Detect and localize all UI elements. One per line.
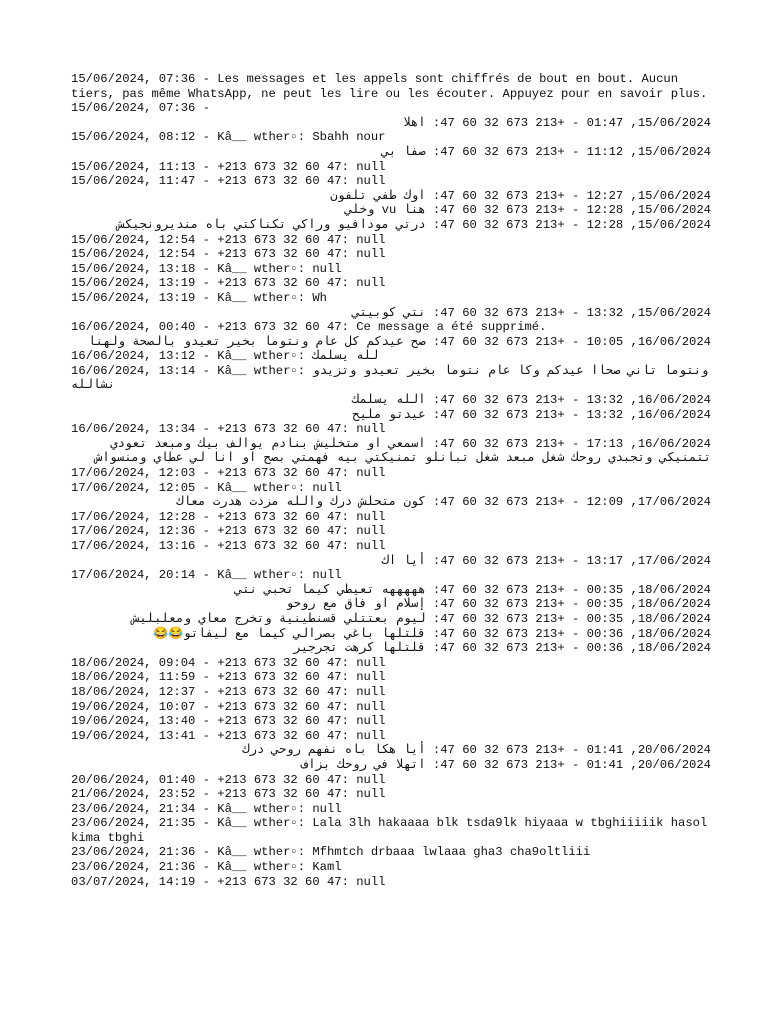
chat-log-line: 18/06/2024, 12:37 - +213 673 32 60 47: null — [71, 684, 386, 699]
chat-log-line: 20/06/2024, 01:41 - +213 673 32 60 47: أيا هكا باه نفهم روحي درك — [242, 743, 711, 758]
chat-log-line: 15/06/2024, 01:47 - +213 673 32 60 47: اهلا — [403, 115, 711, 130]
chat-log-line: 17/06/2024, 20:14 - Kâ__ wther▫: null — [71, 568, 342, 583]
chat-log-line: 17/06/2024, 12:36 - +213 673 32 60 47: null — [71, 524, 386, 539]
chat-log-line: 15/06/2024, 11:12 - +213 673 32 60 47: صفا بي — [381, 144, 711, 159]
chat-log-line: 18/06/2024, 00:36 - +213 673 32 60 47: قلتلها باغي بصرالي كيما مع ليفاتو😂😂 — [153, 626, 711, 641]
chat-log-line: 20/06/2024, 01:41 - +213 673 32 60 47: اتهلا في روحك بزاف — [300, 757, 711, 772]
chat-log-line: 16/06/2024, 13:12 - Kâ__ wther▫: لله يسلمك — [71, 349, 379, 364]
chat-log-line: 20/06/2024, 01:40 - +213 673 32 60 47: null — [71, 772, 386, 787]
chat-log-line: 17/06/2024, 12:05 - Kâ__ wther▫: null — [71, 480, 342, 495]
chat-log-line: 15/06/2024, 12:54 - +213 673 32 60 47: null — [71, 232, 386, 247]
chat-log-line: 16/06/2024, 13:34 - +213 673 32 60 47: null — [71, 422, 386, 437]
chat-log-line: 18/06/2024, 00:35 - +213 673 32 60 47: ليوم بعتتلي قسنطينية وتخرج معاي ومعلبليش — [132, 611, 711, 626]
chat-log-line: 18/06/2024, 00:35 - +213 673 32 60 47: إسلام او فاق مع روحو — [286, 597, 711, 612]
chat-log-line: 15/06/2024, 13:32 - +213 673 32 60 47: نتي كوبيتي — [352, 305, 711, 320]
chat-log-line: 23/06/2024, 21:36 - Kâ__ wther▫: Kaml — [71, 860, 342, 875]
chat-log-line: 15/06/2024, 12:28 - +213 673 32 60 47: هنا vu وخلي — [344, 203, 711, 218]
chat-log-line: 15/06/2024, 12:28 - +213 673 32 60 47: درتي مودافيو وراكي تكناكتي باه منديرونجيكش — [117, 217, 711, 232]
chat-log-line: 15/06/2024, 12:54 - +213 673 32 60 47: null — [71, 247, 386, 262]
chat-log-line: 16/06/2024, 10:05 - +213 673 32 60 47: صح عيدكم كل عام ونتوما بخير تعيدو بالصحة ولهنا — [88, 334, 711, 349]
chat-log-line: 17/06/2024, 13:16 - +213 673 32 60 47: null — [71, 539, 386, 553]
chat-log-line: 15/06/2024, 11:47 - +213 673 32 60 47: null — [71, 174, 386, 189]
chat-log-line: 15/06/2024, 13:18 - Kâ__ wther▫: null — [71, 261, 342, 276]
chat-log-line: 18/06/2024, 00:35 - +213 673 32 60 47: هههههه تعيطي كيما تحبي نتي — [234, 582, 711, 597]
chat-log-line: 18/06/2024, 11:59 - +213 673 32 60 47: null — [71, 670, 386, 685]
chat-log-line: 19/06/2024, 13:41 - +213 673 32 60 47: null — [71, 728, 386, 743]
chat-log-line: 21/06/2024, 23:52 - +213 673 32 60 47: null — [71, 787, 386, 802]
chat-log-line: 23/06/2024, 21:35 - Kâ__ wther▫: Lala 3lh hakaaaa blk tsda9lk hiyaaa w tbghiiiiik hasol kima tbghi — [71, 816, 715, 845]
chat-log-line: 15/06/2024, 07:36 - — [71, 101, 210, 116]
chat-log-line: 17/06/2024, 12:03 - +213 673 32 60 47: null — [71, 466, 386, 481]
chat-log-line: 16/06/2024, 13:14 - Kâ__ wther▫: ونتوما تاني صحاا عيدكم وكا عام نتوما بخير تعيدو وتزيدو نشالله — [71, 363, 716, 393]
chat-log-line: 17/06/2024, 12:09 - +213 673 32 60 47: كون متحلش درك والله مزدت هدرت معاك — [176, 495, 711, 510]
chat-log-line: 15/06/2024, 13:19 - Kâ__ wther▫: Wh — [71, 290, 327, 305]
chat-log-line: 18/06/2024, 09:04 - +213 673 32 60 47: null — [71, 655, 386, 670]
chat-log-line: 17/06/2024, 12:28 - +213 673 32 60 47: null — [71, 509, 386, 524]
chat-log-line: 16/06/2024, 00:40 - +213 673 32 60 47: Ce message a été supprimé. — [71, 320, 547, 335]
chat-log-line: 15/06/2024, 13:19 - +213 673 32 60 47: null — [71, 276, 386, 291]
chat-log-line: 16/06/2024, 13:32 - +213 673 32 60 47: عيدتو مليح — [352, 407, 711, 422]
chat-log-line: 15/06/2024, 07:36 - Les messages et les appels sont chiffrés de bout en bout. Aucun tiers, pas même WhatsApp, ne peut les lire ou les écouter. Appuyez pour en savoir plus. — [71, 72, 708, 101]
chat-log-line: 16/06/2024, 17:13 - +213 673 32 60 47: اسمعي او متخليش بنادم يوالف بيك ومبعد تعودي تتمنيكي وتجبدي روحك شغل مبعد شغل تبانلو تمنيكتي بيه فهمتي بصح او انا لي عطاي ومنسواش — [95, 436, 711, 466]
chat-log-line: 19/06/2024, 13:40 - +213 673 32 60 47: null — [71, 714, 386, 729]
chat-log-line: 03/07/2024, 14:19 - +213 673 32 60 47: null — [71, 874, 386, 889]
chat-log-line: 17/06/2024, 13:17 - +213 673 32 60 47: أيا اك — [381, 553, 711, 568]
chat-log-line: 18/06/2024, 00:36 - +213 673 32 60 47: قلتلها كرهت تجرجير — [293, 641, 711, 656]
chat-log-line: 16/06/2024, 13:32 - +213 673 32 60 47: الله يسلمك — [352, 393, 711, 408]
chat-log-line: 23/06/2024, 21:34 - Kâ__ wther▫: null — [71, 801, 342, 816]
chat-log-line: 15/06/2024, 12:27 - +213 673 32 60 47: اوك طفي تلفون — [330, 188, 711, 203]
chat-log-line: 15/06/2024, 11:13 - +213 673 32 60 47: null — [71, 159, 386, 174]
chat-log-line: 23/06/2024, 21:36 - Kâ__ wther▫: Mfhmtch drbaaa lwlaaa gha3 cha9oltliii — [71, 845, 591, 860]
chat-export-document — [71, 72, 716, 889]
chat-log-line: 15/06/2024, 08:12 - Kâ__ wther▫: Sbahh nour — [71, 130, 386, 145]
chat-log-line: 19/06/2024, 10:07 - +213 673 32 60 47: null — [71, 699, 386, 714]
